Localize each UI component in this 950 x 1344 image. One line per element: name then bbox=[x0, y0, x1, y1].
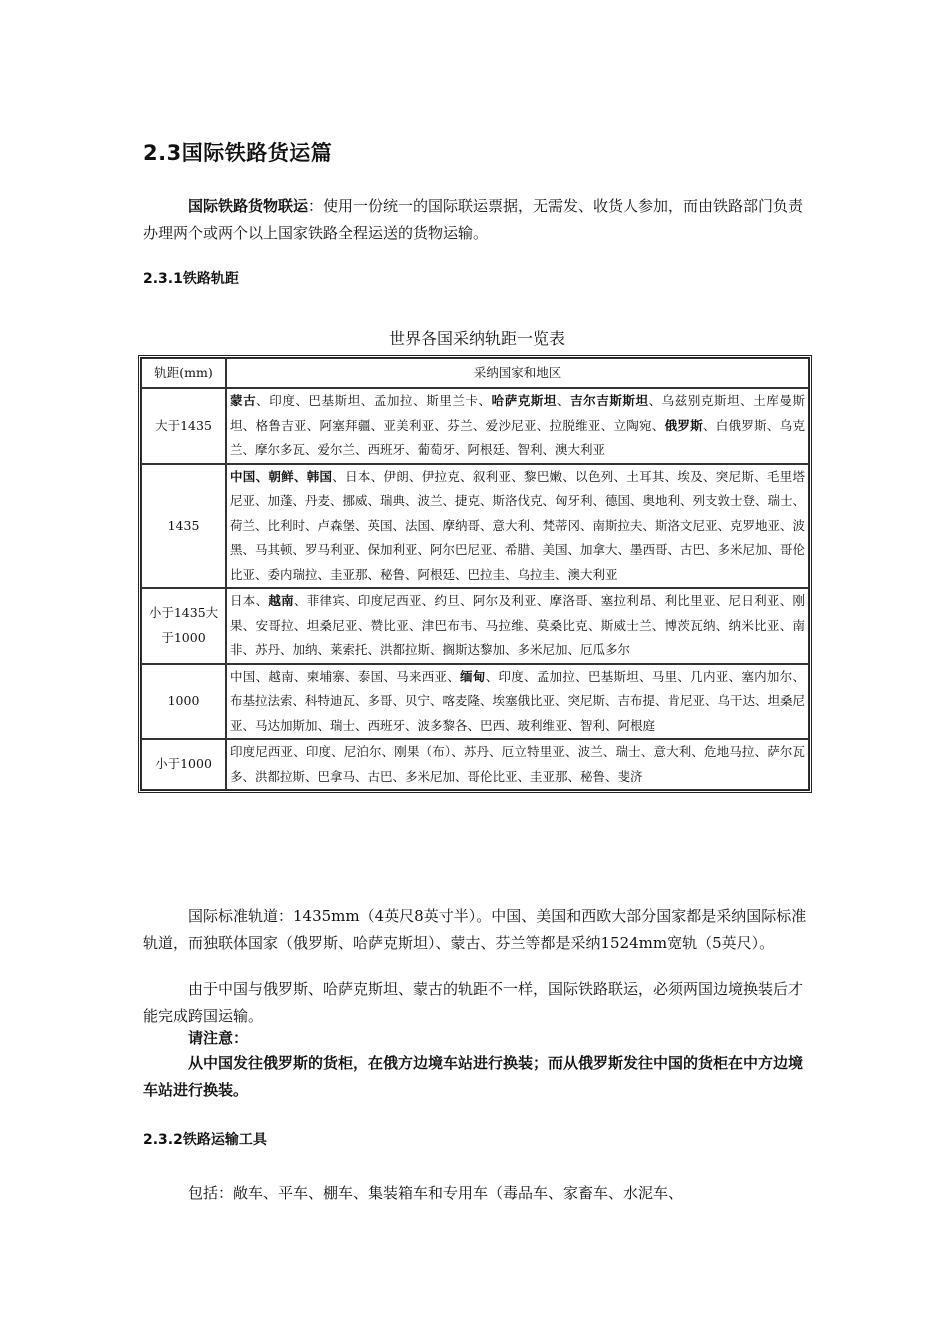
gauge-difference-paragraph: 由于中国与俄罗斯、哈萨克斯坦、蒙古的轨距不一样，国际铁路联运，必须两国边境换装后才能完成跨国运输。 bbox=[143, 980, 804, 1025]
gauge-cell: 1435 bbox=[141, 464, 226, 589]
country-highlight: 中国、朝鲜、韩国 bbox=[230, 468, 333, 484]
subsection-title-gauge: 2.3.1铁路轨距 bbox=[143, 271, 239, 287]
country-highlight: 俄罗斯 bbox=[664, 417, 703, 433]
country-text: 、印度、巴基斯坦、孟加拉、斯里兰卡、 bbox=[256, 393, 492, 408]
gauge-cell: 小于1435大于1000 bbox=[141, 588, 226, 664]
header-countries: 采纳国家和地区 bbox=[226, 358, 809, 388]
country-highlight: 哈萨克斯坦 bbox=[491, 393, 558, 408]
country-text: 、白俄罗斯、乌克兰、摩尔多瓦、爱尔兰、西班牙、葡萄牙、阿根廷、智利、澳大利亚 bbox=[230, 417, 805, 457]
country-text: 日本、 bbox=[230, 593, 269, 608]
table-row bbox=[141, 388, 809, 464]
country-highlight: 越南 bbox=[268, 593, 294, 608]
country-text: 、乌兹别克斯坦、土库曼斯坦、格鲁吉亚、阿塞拜疆、亚美利亚、芬兰、爱沙尼亚、拉脱维亚、立陶宛、 bbox=[230, 393, 805, 433]
table-caption: 世界各国采纳轨距一览表 bbox=[388, 329, 565, 348]
country-text: 、印度、孟加拉、巴基斯坦、马里、几内亚、塞内加尔、布基拉法索、科特迪瓦、多哥、贝宁、喀麦隆、埃塞俄比亚、突尼斯、吉布提、肯尼亚、乌干达、坦桑尼亚、马达加斯加、瑞士、西班牙、波多黎各、巴西、玻利维亚、智利、阿根庭 bbox=[230, 668, 806, 733]
intro-colon: ： bbox=[308, 197, 324, 215]
gauge-standard-paragraph: 国际标准轨道：1435mm（4英尺8英寸半）。中国、美国和西欧大部分国家都是采纳国际标准轨道，而独联体国家（俄罗斯、哈萨克斯坦）、蒙古、芬兰等都是采纳1524mm宽轨（5英尺）。 bbox=[143, 907, 807, 952]
countries-cell bbox=[226, 464, 809, 589]
country-highlight: 缅甸 bbox=[460, 668, 486, 684]
country-text: 印度尼西亚、印度、尼泊尔、刚果（布）、苏丹、厄立特里亚、波兰、瑞士、意大利、危地马拉、萨尔瓦多、洪都拉斯、巴拿马、古巴、多米尼加、哥伦比亚、圭亚那、秘鲁、斐济 bbox=[230, 744, 805, 784]
country-highlight: 吉尔吉斯斯坦 bbox=[570, 393, 649, 408]
countries-cell bbox=[226, 588, 809, 664]
subsection-title-tools: 2.3.2铁路运输工具 bbox=[143, 1132, 267, 1148]
gauge-cell: 小于1000 bbox=[141, 739, 226, 790]
intro-term: 国际铁路货物联运 bbox=[188, 197, 309, 215]
notice-label: 请注意： bbox=[188, 1029, 249, 1047]
gauge-cell: 1000 bbox=[141, 664, 226, 740]
gauge-table bbox=[138, 355, 812, 793]
intro-paragraph bbox=[143, 193, 811, 247]
table-row bbox=[141, 739, 809, 790]
intro-text: 使用一份统一的国际联运票据，无需发、收货人参加，而由铁路部门负责办理两个或两个以上国家铁路全程运送的货物运输。 bbox=[143, 197, 804, 242]
header-gauge: 轨距(mm) bbox=[141, 358, 226, 388]
section-title: 2.3国际铁路货运篇 bbox=[143, 141, 333, 165]
tools-paragraph: 包括：敞车、平车、棚车、集装箱车和专用车（毒品车、家畜车、水泥车、 bbox=[188, 1184, 684, 1202]
countries-cell bbox=[226, 388, 809, 464]
table-row bbox=[141, 588, 809, 664]
notice-text: 从中国发往俄罗斯的货柜，在俄方边境车站进行换装；而从俄罗斯发往中国的货柜在中方边境车站进行换装。 bbox=[143, 1054, 804, 1099]
table-header-row bbox=[141, 358, 809, 388]
countries-cell bbox=[226, 664, 809, 740]
country-text: 中国、越南、柬埔寨、泰国、马来西亚、 bbox=[230, 668, 461, 684]
gauge-cell: 大于1435 bbox=[141, 388, 226, 464]
countries-cell bbox=[226, 739, 809, 790]
country-text: 、日本、伊朗、伊拉克、叙利亚、黎巴嫩、以色列、土耳其、埃及、突尼斯、毛里塔尼亚、加蓬、丹麦、挪威、瑞典、波兰、捷克、斯洛伐克、匈牙利、德国、奥地利、列支敦士登、瑞士、荷兰、比利时、卢森堡、英国、法国、摩纳哥、意大利、梵蒂冈、南斯拉夫、斯洛文尼亚、克罗地亚、波黑、马其顿、罗马利亚、保加利亚、阿尔巴尼亚、希腊、美国、加拿大、墨西哥、古巴、多米尼加、哥伦比亚、委内瑞拉、圭亚那、秘鲁、阿根廷、巴拉圭、乌拉圭、澳大利亚 bbox=[230, 468, 806, 582]
country-highlight: 蒙古 bbox=[230, 393, 257, 408]
table-row bbox=[141, 664, 809, 740]
table-row bbox=[141, 464, 809, 589]
country-text: 、菲律宾、印度尼西亚、约旦、阿尔及利亚、摩洛哥、塞拉利昂、利比里亚、尼日利亚、刚果、安哥拉、坦桑尼亚、赞比亚、津巴布韦、马拉维、莫桑比克、斯威士兰、博茨瓦纳、纳米比亚、南非、苏丹、加纳、莱索托、洪都拉斯、搁斯达黎加、多米尼加、厄瓜多尔 bbox=[230, 593, 805, 657]
country-text: 、 bbox=[557, 393, 571, 408]
